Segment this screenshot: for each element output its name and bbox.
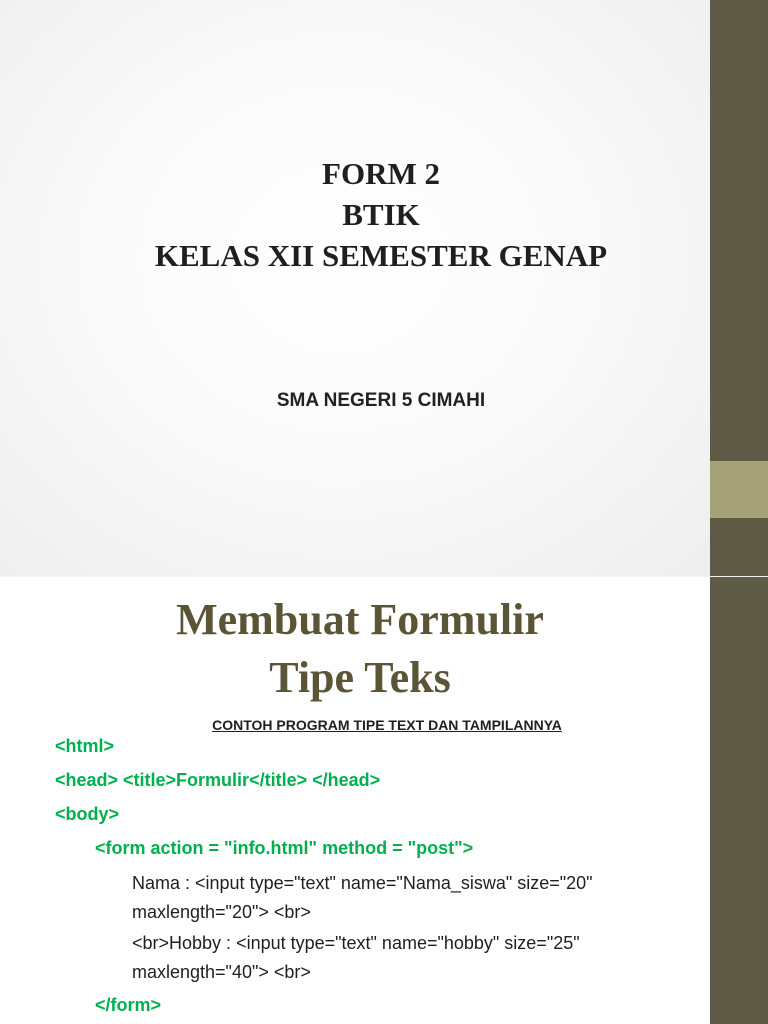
- slide2-caption: CONTOH PROGRAM TIPE TEXT DAN TAMPILANNYA: [212, 717, 562, 733]
- title-line-3: KELAS XII SEMESTER GENAP: [154, 238, 608, 273]
- heading-line-2: Tipe Teks: [269, 653, 451, 702]
- code-head: <head> <title>Formulir</title> </head>: [55, 770, 381, 790]
- slide-subtitle: SMA NEGERI 5 CIMAHI: [276, 390, 486, 411]
- code-form-open: <form action = "info.html" method = "post">: [95, 838, 474, 858]
- slide2-heading: [130, 591, 590, 707]
- slide-title: [0, 153, 710, 276]
- slide2-side-bar: [710, 577, 768, 1024]
- code-body-open: <body>: [55, 804, 120, 824]
- title-line-1: FORM 2: [322, 156, 440, 191]
- heading-line-1: Membuat Formulir: [176, 595, 544, 644]
- title-line-2: BTIK: [342, 197, 420, 232]
- code-hobby-line: <br>Hobby : <input type="text" name="hobby" size="25" maxlength="40"> <br>: [132, 933, 580, 982]
- code-html-open: <html>: [55, 736, 115, 756]
- side-bar-accent: [710, 461, 768, 518]
- code-form-close: </form>: [95, 995, 162, 1015]
- code-nama-line: Nama : <input type="text" name="Nama_siswa" size="20" maxlength="20"> <br>: [132, 873, 593, 922]
- slide1-side-bar: [710, 0, 768, 576]
